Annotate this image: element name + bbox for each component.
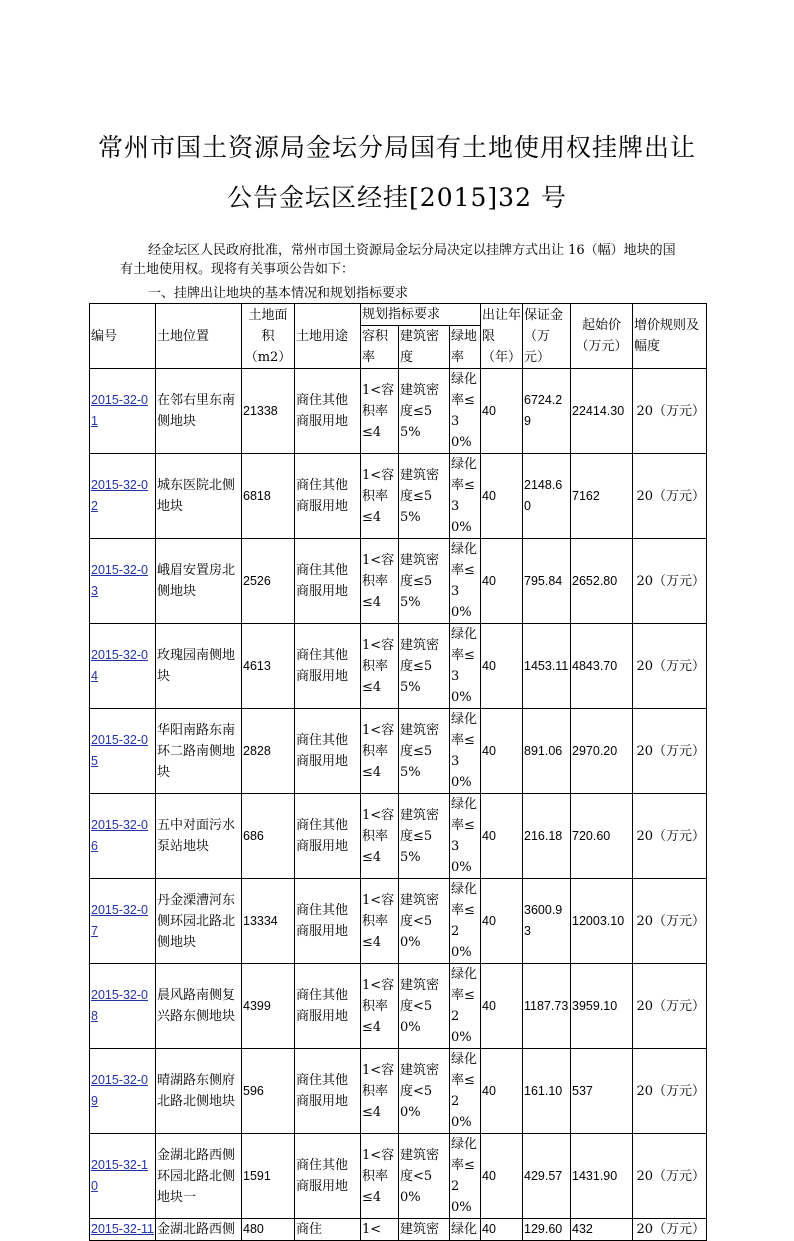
cell-location: 金湖北路西侧环园北路北侧地块一 [156, 1134, 242, 1219]
cell-deposit: 891.06 [523, 709, 571, 794]
cell-green: 绿化 [450, 1219, 481, 1241]
header-increment: 增价规则及幅度 [633, 304, 707, 369]
cell-location: 金湖北路西侧 [156, 1219, 242, 1241]
cell-use: 商住其他商服用地 [295, 794, 361, 879]
table-row [90, 794, 707, 879]
parcel-id-link[interactable]: 2015-32-01 [91, 393, 148, 428]
header-density: 建筑密度 [399, 326, 450, 369]
cell-id[interactable] [90, 1049, 156, 1134]
cell-far: 1<容积率≤4 [361, 539, 399, 624]
cell-far: 1<容积率≤4 [361, 454, 399, 539]
cell-far: 1<容积率≤4 [361, 369, 399, 454]
cell-location: 丹金溧漕河东侧环园北路北侧地块 [156, 879, 242, 964]
cell-location: 晨风路南侧复兴路东侧地块 [156, 964, 242, 1049]
table-row [90, 879, 707, 964]
cell-start-price: 537 [571, 1049, 633, 1134]
cell-green: 绿化率≤20% [450, 1134, 481, 1219]
cell-area: 686 [242, 794, 295, 879]
cell-far: 1<容积率≤4 [361, 879, 399, 964]
cell-density: 建筑密度≤55% [399, 539, 450, 624]
parcel-id-link[interactable]: 2015-32-03 [91, 563, 148, 598]
cell-id[interactable] [90, 369, 156, 454]
cell-density: 建筑密度≤55% [399, 709, 450, 794]
header-green: 绿地率 [450, 326, 481, 369]
cell-use: 商住其他商服用地 [295, 964, 361, 1049]
cell-term: 40 [481, 539, 523, 624]
cell-deposit: 429.57 [523, 1134, 571, 1219]
cell-location: 玫瑰园南侧地块 [156, 624, 242, 709]
cell-green: 绿化率≤30% [450, 539, 481, 624]
cell-green: 绿化率≤30% [450, 794, 481, 879]
cell-green: 绿化率≤30% [450, 709, 481, 794]
cell-green: 绿化率≤20% [450, 964, 481, 1049]
cell-increment: 20（万元） [633, 964, 707, 1049]
cell-term: 40 [481, 794, 523, 879]
section-heading: 一、挂牌出让地块的基本情况和规划指标要求 [148, 286, 409, 301]
cell-increment: 20（万元） [633, 369, 707, 454]
cell-area: 6818 [242, 454, 295, 539]
cell-increment: 20（万元） [633, 454, 707, 539]
cell-term: 40 [481, 454, 523, 539]
cell-term: 40 [481, 624, 523, 709]
cell-deposit: 6724.29 [523, 369, 571, 454]
cell-density: 建筑密 [399, 1219, 450, 1241]
cell-use: 商住其他商服用地 [295, 369, 361, 454]
header-far: 容积率 [361, 326, 399, 369]
cell-start-price: 2970.20 [571, 709, 633, 794]
header-use: 土地用途 [295, 304, 361, 369]
table-row [90, 539, 707, 624]
cell-term: 40 [481, 709, 523, 794]
cell-green: 绿化率≤30% [450, 454, 481, 539]
cell-deposit: 161.10 [523, 1049, 571, 1134]
cell-start-price: 3959.10 [571, 964, 633, 1049]
parcel-id-link[interactable]: 2015-32-10 [91, 1158, 148, 1193]
title-line-1: 常州市国土资源局金坛分局国有土地使用权挂牌出让 [97, 133, 696, 162]
cell-far: 1<容积率≤4 [361, 1049, 399, 1134]
cell-deposit: 129.60 [523, 1219, 571, 1241]
cell-density: 建筑密度<50% [399, 1134, 450, 1219]
cell-area: 480 [242, 1219, 295, 1241]
header-term: 出让年限（年） [481, 304, 523, 369]
cell-id[interactable] [90, 1219, 156, 1241]
cell-increment: 20（万元） [633, 1219, 707, 1241]
land-parcel-table [89, 303, 707, 1241]
header-deposit: 保证金（万元） [523, 304, 571, 369]
cell-id[interactable] [90, 964, 156, 1049]
table-row [90, 454, 707, 539]
table-row [90, 1219, 707, 1241]
parcel-id-link[interactable]: 2015-32-06 [91, 818, 148, 853]
cell-green: 绿化率≤30% [450, 369, 481, 454]
cell-start-price: 432 [571, 1219, 633, 1241]
cell-increment: 20（万元） [633, 709, 707, 794]
cell-far: 1<容积率≤4 [361, 794, 399, 879]
cell-term: 40 [481, 1134, 523, 1219]
cell-term: 40 [481, 879, 523, 964]
intro-paragraph: 经金坛区人民政府批准，常州市国土资源局金坛分局决定以挂牌方式出让 16（幅）地块的国有土地使用权。现将有关事项公告如下： [120, 243, 676, 277]
table-row [90, 709, 707, 794]
header-id: 编号 [90, 304, 156, 369]
cell-density: 建筑密度≤55% [399, 369, 450, 454]
cell-increment: 20（万元） [633, 1134, 707, 1219]
cell-use: 商住其他商服用地 [295, 539, 361, 624]
cell-start-price: 2652.80 [571, 539, 633, 624]
cell-deposit: 1187.73 [523, 964, 571, 1049]
cell-green: 绿化率≤20% [450, 1049, 481, 1134]
cell-use: 商住其他商服用地 [295, 454, 361, 539]
cell-location: 峨眉安置房北侧地块 [156, 539, 242, 624]
cell-area: 4613 [242, 624, 295, 709]
table-row [90, 624, 707, 709]
cell-density: 建筑密度≤55% [399, 794, 450, 879]
cell-deposit: 795.84 [523, 539, 571, 624]
cell-use: 商住其他商服用地 [295, 1049, 361, 1134]
cell-density: 建筑密度<50% [399, 879, 450, 964]
table-row [90, 964, 707, 1049]
cell-density: 建筑密度<50% [399, 1049, 450, 1134]
cell-location: 五中对面污水泵站地块 [156, 794, 242, 879]
parcel-id-link[interactable]: 2015-32-07 [91, 903, 148, 938]
cell-increment: 20（万元） [633, 624, 707, 709]
cell-id[interactable] [90, 539, 156, 624]
parcel-id-link[interactable]: 2015-32-02 [91, 478, 148, 513]
cell-start-price: 4843.70 [571, 624, 633, 709]
cell-start-price: 12003.10 [571, 879, 633, 964]
cell-area: 2526 [242, 539, 295, 624]
cell-term: 40 [481, 1049, 523, 1134]
header-start-price: 起始价 （万元） [571, 304, 633, 369]
cell-id[interactable] [90, 624, 156, 709]
cell-id[interactable] [90, 709, 156, 794]
cell-deposit: 216.18 [523, 794, 571, 879]
cell-area: 596 [242, 1049, 295, 1134]
cell-far: 1<容积率≤4 [361, 624, 399, 709]
cell-density: 建筑密度≤55% [399, 454, 450, 539]
cell-deposit: 2148.60 [523, 454, 571, 539]
cell-use: 商住其他商服用地 [295, 624, 361, 709]
cell-location: 在邻右里东南侧地块 [156, 369, 242, 454]
cell-area: 21338 [242, 369, 295, 454]
cell-start-price: 22414.30 [571, 369, 633, 454]
cell-id[interactable] [90, 454, 156, 539]
cell-start-price: 720.60 [571, 794, 633, 879]
table-row [90, 1049, 707, 1134]
cell-increment: 20（万元） [633, 794, 707, 879]
cell-id[interactable] [90, 1134, 156, 1219]
cell-location: 晴湖路东侧府北路北侧地块 [156, 1049, 242, 1134]
cell-id[interactable] [90, 879, 156, 964]
cell-area: 4399 [242, 964, 295, 1049]
parcel-id-link[interactable]: 2015-32-09 [91, 1073, 148, 1108]
header-area: 土地面积 （m2） [242, 304, 295, 369]
cell-id[interactable] [90, 794, 156, 879]
table-row [90, 1134, 707, 1219]
cell-increment: 20（万元） [633, 539, 707, 624]
parcel-id-link[interactable]: 2015-32-04 [91, 648, 148, 683]
cell-use: 商住其他商服用地 [295, 1134, 361, 1219]
cell-use: 商住其他商服用地 [295, 879, 361, 964]
header-planning: 规划指标要求 [361, 304, 481, 326]
cell-use: 商住 [295, 1219, 361, 1241]
cell-term: 40 [481, 369, 523, 454]
cell-deposit: 3600.93 [523, 879, 571, 964]
cell-use: 商住其他商服用地 [295, 709, 361, 794]
cell-green: 绿化率≤30% [450, 624, 481, 709]
cell-increment: 20（万元） [633, 879, 707, 964]
cell-density: 建筑密度<50% [399, 964, 450, 1049]
title-line-2: 公告金坛区经挂[2015]32 号 [227, 183, 567, 212]
table-row [90, 369, 707, 454]
cell-increment: 20（万元） [633, 1049, 707, 1134]
parcel-id-link[interactable]: 2015-32-08 [91, 988, 148, 1023]
cell-density: 建筑密度≤55% [399, 624, 450, 709]
cell-area: 1591 [242, 1134, 295, 1219]
cell-far: 1< [361, 1219, 399, 1241]
cell-area: 2828 [242, 709, 295, 794]
cell-area: 13334 [242, 879, 295, 964]
cell-term: 40 [481, 964, 523, 1049]
cell-green: 绿化率≤20% [450, 879, 481, 964]
parcel-id-link[interactable]: 2015-32-05 [91, 733, 148, 768]
cell-location: 城东医院北侧地块 [156, 454, 242, 539]
cell-far: 1<容积率≤4 [361, 1134, 399, 1219]
parcel-id-link[interactable]: 2015-32-11 [91, 1222, 155, 1236]
cell-start-price: 7162 [571, 454, 633, 539]
cell-far: 1<容积率≤4 [361, 709, 399, 794]
cell-term: 40 [481, 1219, 523, 1241]
header-location: 土地位置 [156, 304, 242, 369]
cell-far: 1<容积率≤4 [361, 964, 399, 1049]
cell-deposit: 1453.11 [523, 624, 571, 709]
cell-start-price: 1431.90 [571, 1134, 633, 1219]
cell-location: 华阳南路东南环二路南侧地块 [156, 709, 242, 794]
